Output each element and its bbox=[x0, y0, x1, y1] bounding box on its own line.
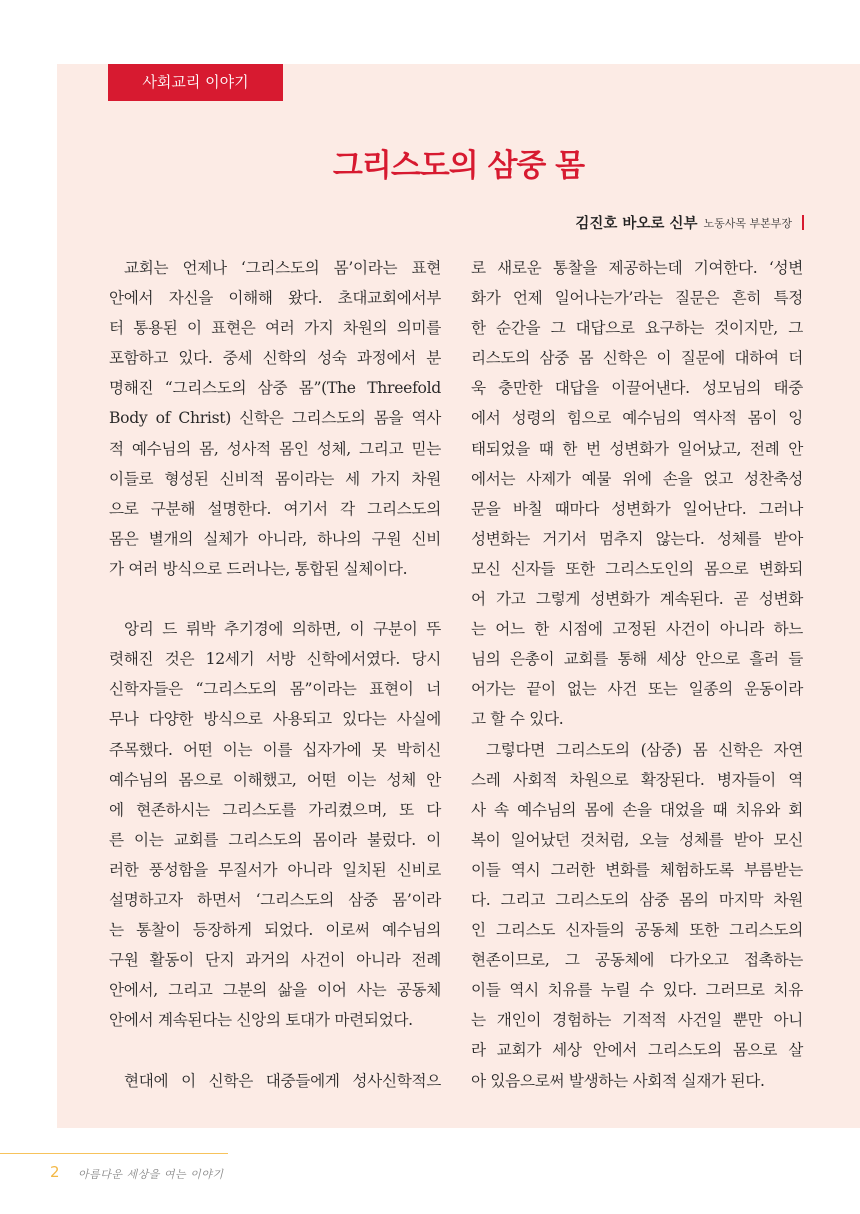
text-line: 앙리 드 뤼박 추기경에 의하면, 이 구분이 뚜 bbox=[124, 620, 441, 639]
text-line: 터 통용된 이 표현은 여러 가지 차원의 의미를 bbox=[109, 319, 441, 338]
text-line: 안에서 계속된다는 신앙의 토대가 마련되었다. bbox=[109, 1011, 413, 1030]
text-line: 는 통찰이 등장하게 되었다. 이로써 예수님의 bbox=[109, 921, 441, 940]
text-line: 에 현존하시는 그리스도를 가리켰으며, 또 다 bbox=[109, 800, 441, 819]
text-line: 른 이는 교회를 그리스도의 몸이라 불렀다. 이 bbox=[109, 830, 441, 849]
text-line: 몸은 별개의 실체가 아니라, 하나의 구원 신비 bbox=[109, 529, 441, 548]
paragraph-gap bbox=[109, 1035, 441, 1065]
magazine-title-logo: 아름다운 세상을 여는 이야기 bbox=[78, 1168, 224, 1181]
paragraph-gap bbox=[109, 584, 441, 614]
text-line: 이들로 형성된 신비적 몸이라는 세 가지 차원 bbox=[109, 469, 441, 488]
article-column-left bbox=[109, 253, 441, 1096]
text-line: 인 그리스도 신자들의 공동체 또한 그리스도의 bbox=[471, 921, 803, 940]
text-line: 설명하고자 하면서 ‘그리스도의 삼중 몸’이라 bbox=[109, 890, 441, 909]
text-line: 로 새로운 통찰을 제공하는데 기여한다. ‘성변 bbox=[471, 259, 803, 277]
text-line: 태되었을 때 한 번 성변화가 일어났고, 전례 안 bbox=[471, 439, 803, 458]
text-line: 리스도의 삼중 몸 신학은 이 질문에 대하여 더 bbox=[471, 349, 803, 368]
text-line: 명해진 “그리스도의 삼중 몸”(The Threefold bbox=[109, 379, 441, 398]
text-line: 복이 일어났던 것처럼, 오늘 성체를 받아 모신 bbox=[471, 830, 803, 849]
text-line: 사 속 예수님의 몸에 손을 대었을 때 치유와 회 bbox=[471, 800, 803, 819]
text-line: 님의 은총이 교회를 통해 세상 안으로 흘러 들 bbox=[471, 650, 803, 669]
text-line: 아 있음으로써 발생하는 사회적 실재가 된다. bbox=[471, 1071, 765, 1090]
text-line: 어가는 끝이 없는 사건 또는 일종의 운동이라 bbox=[471, 680, 803, 699]
text-line: 안에서 자신을 이해해 왔다. 초대교회에서부 bbox=[109, 289, 441, 308]
text-line: 스레 사회적 차원으로 확장된다. 병자들이 역 bbox=[471, 770, 803, 789]
text-line: 무나 다양한 방식으로 사용되고 있다는 사실에 bbox=[109, 710, 441, 729]
text-line: 에서 성령의 힘으로 예수님의 역사적 몸이 잉 bbox=[471, 409, 803, 428]
text-line: 이들 역시 치유를 누릴 수 있다. 그러므로 치유 bbox=[471, 981, 803, 1000]
author-byline bbox=[575, 212, 804, 233]
byline-divider bbox=[802, 215, 804, 230]
text-line: 어 가고 그렇게 성변화가 계속된다. 곧 성변화 bbox=[471, 590, 803, 609]
text-line: 성변화는 거기서 멈추지 않는다. 성체를 받아 bbox=[471, 529, 803, 548]
text-line: 그렇다면 그리스도의 (삼중) 몸 신학은 자연 bbox=[486, 740, 803, 759]
text-line: 다. 그리고 그리스도의 삼중 몸의 마지막 차원 bbox=[471, 890, 803, 909]
page-number: 2 bbox=[50, 1163, 60, 1181]
text-line: 에서는 사제가 예물 위에 손을 얹고 성찬축성 bbox=[471, 469, 803, 488]
text-line: 화가 언제 일어나는가’라는 질문은 흔히 특정 bbox=[471, 289, 803, 308]
article-title: 그리스도의 삼중 몸 bbox=[332, 148, 585, 184]
text-line: 모신 신자들 또한 그리스도인의 몸으로 변화되 bbox=[471, 559, 803, 578]
author-role: 노동사목 부본부장 bbox=[703, 216, 792, 230]
text-line: Body of Christ) 신학은 그리스도의 몸을 역사 bbox=[109, 409, 441, 428]
text-line: 이들 역시 그러한 변화를 체험하도록 부름받는 bbox=[471, 860, 803, 879]
text-line: 한 순간을 그 대답으로 요구하는 것이지만, 그 bbox=[471, 319, 803, 338]
text-line: 포함하고 있다. 중세 신학의 성숙 과정에서 분 bbox=[109, 349, 441, 368]
author-name: 김진호 바오로 신부 bbox=[575, 216, 698, 232]
text-line: 는 개인이 경험하는 기적적 사건일 뿐만 아니 bbox=[471, 1011, 803, 1030]
text-line: 라 교회가 세상 안에서 그리스도의 몸으로 살 bbox=[471, 1041, 803, 1060]
text-line: 예수님의 몸으로 이해했고, 어떤 이는 성체 안 bbox=[109, 770, 441, 789]
text-line: 현존이므로, 그 공동체에 다가오고 접촉하는 bbox=[471, 951, 803, 970]
article-column-right bbox=[471, 253, 803, 1096]
text-line: 주목했다. 어떤 이는 이를 십자가에 못 박히신 bbox=[109, 740, 441, 759]
text-line: 문을 바칠 때마다 성변화가 일어난다. 그러나 bbox=[471, 499, 803, 518]
text-line: 렷해진 것은 12세기 서방 신학에서였다. 당시 bbox=[109, 650, 441, 669]
text-line: 고 할 수 있다. bbox=[471, 710, 564, 729]
text-line: 가 여러 방식으로 드러나는, 통합된 실체이다. bbox=[109, 559, 408, 578]
text-line: 구원 활동이 단지 과거의 사건이 아니라 전례 bbox=[109, 951, 441, 970]
section-tag: 사회교리 이야기 bbox=[108, 64, 283, 101]
text-line: 신학자들은 “그리스도의 몸”이라는 표현이 너 bbox=[109, 680, 441, 699]
text-line: 는 어느 한 시점에 고정된 사건이 아니라 하느 bbox=[471, 620, 803, 639]
text-line: 안에서, 그리고 그분의 삶을 이어 사는 공동체 bbox=[109, 981, 441, 1000]
text-line: 으로 구분해 설명한다. 여기서 각 그리스도의 bbox=[109, 499, 441, 518]
text-line: 현대에 이 신학은 대중들에게 성사신학적으 bbox=[124, 1071, 441, 1090]
text-line: 교회는 언제나 ‘그리스도의 몸’이라는 표현 bbox=[124, 259, 441, 277]
text-line: 욱 충만한 대답을 이끌어낸다. 성모님의 태중 bbox=[471, 379, 803, 398]
text-line: 적 예수님의 몸, 성사적 몸인 성체, 그리고 믿는 bbox=[109, 439, 441, 458]
text-line: 러한 풍성함을 무질서가 아니라 일치된 신비로 bbox=[109, 860, 441, 879]
footer-rule bbox=[0, 1153, 228, 1154]
